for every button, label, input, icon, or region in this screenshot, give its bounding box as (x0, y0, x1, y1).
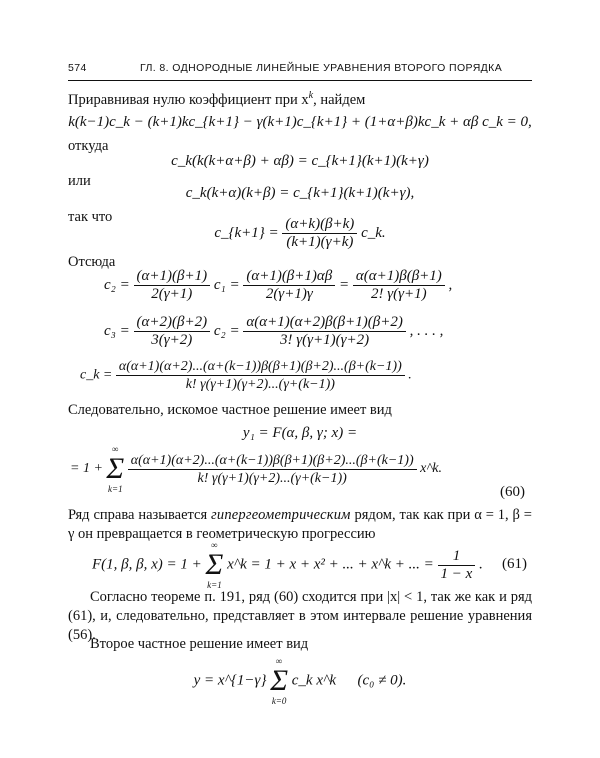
c2-den-2: 2(γ+1)γ (265, 286, 313, 302)
vtoroe-text: Второе частное решение имеет вид (90, 636, 309, 652)
equation-c3 (104, 314, 443, 349)
c2-eq: = (339, 276, 350, 293)
geo-end: . (479, 556, 483, 573)
sum-sign (106, 444, 124, 494)
ck-fraction (116, 358, 405, 393)
c2-den-1: 2(γ+1) (151, 286, 193, 302)
geo-denominator: 1 − x (440, 565, 473, 582)
equation-1: k(k−1)c_k − (k+1)kc_{k+1} − γ(k+1)c_{k+1} + (1+α+β)kc_k + αβ c_k = 0, (68, 114, 532, 130)
eq4-tail: c_k. (361, 224, 386, 241)
equation-4 (68, 216, 532, 251)
equation-c2 (104, 268, 452, 303)
intro-text: Приравнивая нулю коэффициент при x (68, 91, 309, 108)
y2-lhs: y = x^{1−γ} (193, 672, 267, 689)
c2-frac-2 (243, 268, 335, 303)
series-numerator: α(α+1)(α+2)...(α+(k−1))β(β+1)(β+2)...(β+(k−1)) (128, 452, 417, 470)
geo-sum-lower: k=1 (207, 580, 222, 590)
y2-sum-upper: ∞ (275, 656, 283, 666)
c2-lhs: c₂ = (104, 276, 130, 293)
running-title: ГЛ. 8. ОДНОРОДНЫЕ ЛИНЕЙНЫЕ УРАВНЕНИЯ ВТОРОГО ПОРЯДКА (140, 62, 503, 74)
ck-denominator: k! γ(γ+1)(γ+2)...(γ+(k−1)) (185, 377, 335, 392)
c3-num-1: (α+2)(β+2) (134, 314, 211, 332)
geo-sum-upper: ∞ (211, 540, 218, 550)
sum-upper: ∞ (112, 444, 119, 454)
sigma-symbol: Σ (106, 452, 125, 485)
word-otkuda: откуда (68, 138, 109, 154)
eq-label-61: (61) (502, 556, 527, 572)
eq4-numerator: (α+k)(β+k) (282, 216, 357, 234)
c3-frac-2 (243, 314, 405, 349)
intro-sup: k (308, 90, 314, 101)
word-ili: или (68, 173, 91, 189)
c2-frac-3 (353, 268, 445, 303)
series-lhs: = 1 + (70, 461, 103, 477)
geo-numerator: 1 (438, 548, 476, 566)
c3-den-2: 3! γ(γ+1)(γ+2) (279, 332, 370, 348)
ryad-emphasis: гипергеометрическим (211, 507, 351, 523)
geo-sum-sign (206, 540, 224, 590)
sledovatelno-text: Следовательно, искомое частное решение имеет вид (68, 402, 392, 418)
geo-lhs: F(1, β, β, x) = 1 + (92, 556, 202, 573)
equation-y2 (68, 656, 532, 706)
series-tail: x^k. (420, 461, 442, 477)
ck-lhs: c_k = (80, 367, 113, 383)
geo-sigma-symbol: Σ (205, 548, 224, 581)
c2-num-3: α(α+1)β(β+1) (353, 268, 445, 286)
c3-lhs: c₃ = (104, 322, 130, 339)
eq-label-60: (60) (500, 484, 525, 500)
equation-2: c_k(k(k+α+β) + αβ) = c_{k+1}(k+1)(k+γ) (171, 153, 429, 169)
geo-mid: x^k = 1 + x + x² + ... + x^k + ... = (227, 556, 434, 573)
c2-den-3: 2! γ(γ+1) (370, 286, 427, 302)
intro-end: , найдем (313, 91, 366, 108)
y2-sum-lower: k=0 (271, 696, 287, 706)
y2-sigma-symbol: Σ (270, 664, 289, 697)
page-number: 574 (68, 62, 87, 74)
equation-ck (80, 358, 412, 393)
c3-frac-1 (134, 314, 211, 349)
equation-3: c_k(k+α)(k+β) = c_{k+1}(k+1)(k+γ), (185, 185, 415, 201)
c2-end: , (448, 276, 453, 293)
c2-mid: c₁ = (213, 276, 240, 293)
c3-end: , . . . , (409, 322, 444, 339)
c3-num-2: α(α+1)(α+2)β(β+1)(β+2) (243, 314, 405, 332)
ryad-text-2: рядом, так как при α = 1, β = γ он превращается в геометрическую прогрессию (68, 507, 532, 542)
y2-sum-sign (270, 656, 288, 706)
c3-mid: c₂ = (213, 322, 240, 339)
y2-condition: (c₀ ≠ 0). (357, 672, 407, 689)
ck-end: . (408, 367, 412, 383)
eq4-lhs: c_{k+1} = (214, 224, 279, 241)
c2-num-2: (α+1)(β+1)αβ (243, 268, 335, 286)
word-tak-chto: так что (68, 209, 113, 225)
y2-tail: c_k x^k (291, 672, 336, 689)
series-fraction (128, 452, 417, 487)
ck-numerator: α(α+1)(α+2)...(α+(k−1))β(β+1)(β+2)...(β+(k−1)) (116, 358, 405, 376)
ryad-paragraph (68, 506, 532, 544)
header-rule (68, 80, 532, 81)
equation-geometric (92, 540, 483, 590)
equation-y1: y₁ = F(α, β, γ; x) = (242, 425, 358, 441)
sum-lower: k=1 (108, 484, 123, 494)
soglasno-paragraph: Согласно теореме п. 191, ряд (60) сходится при |x| < 1, так же как и ряд (61), и, следовательно, представляет в этом интервале решение уравнения (56). (68, 589, 532, 643)
eq4-denominator: (k+1)(γ+k) (286, 234, 354, 250)
geo-fraction (438, 548, 476, 583)
ryad-text-1: Ряд справа называется (68, 507, 208, 523)
c2-frac-1 (134, 268, 211, 303)
word-otsyuda: Отсюда (68, 254, 116, 270)
intro-line (68, 90, 365, 109)
eq4-fraction (282, 216, 357, 251)
c3-den-1: 3(γ+2) (151, 332, 193, 348)
equation-series (70, 444, 442, 494)
c2-num-1: (α+1)(β+1) (134, 268, 211, 286)
series-denominator: k! γ(γ+1)(γ+2)...(γ+(k−1)) (197, 470, 347, 486)
